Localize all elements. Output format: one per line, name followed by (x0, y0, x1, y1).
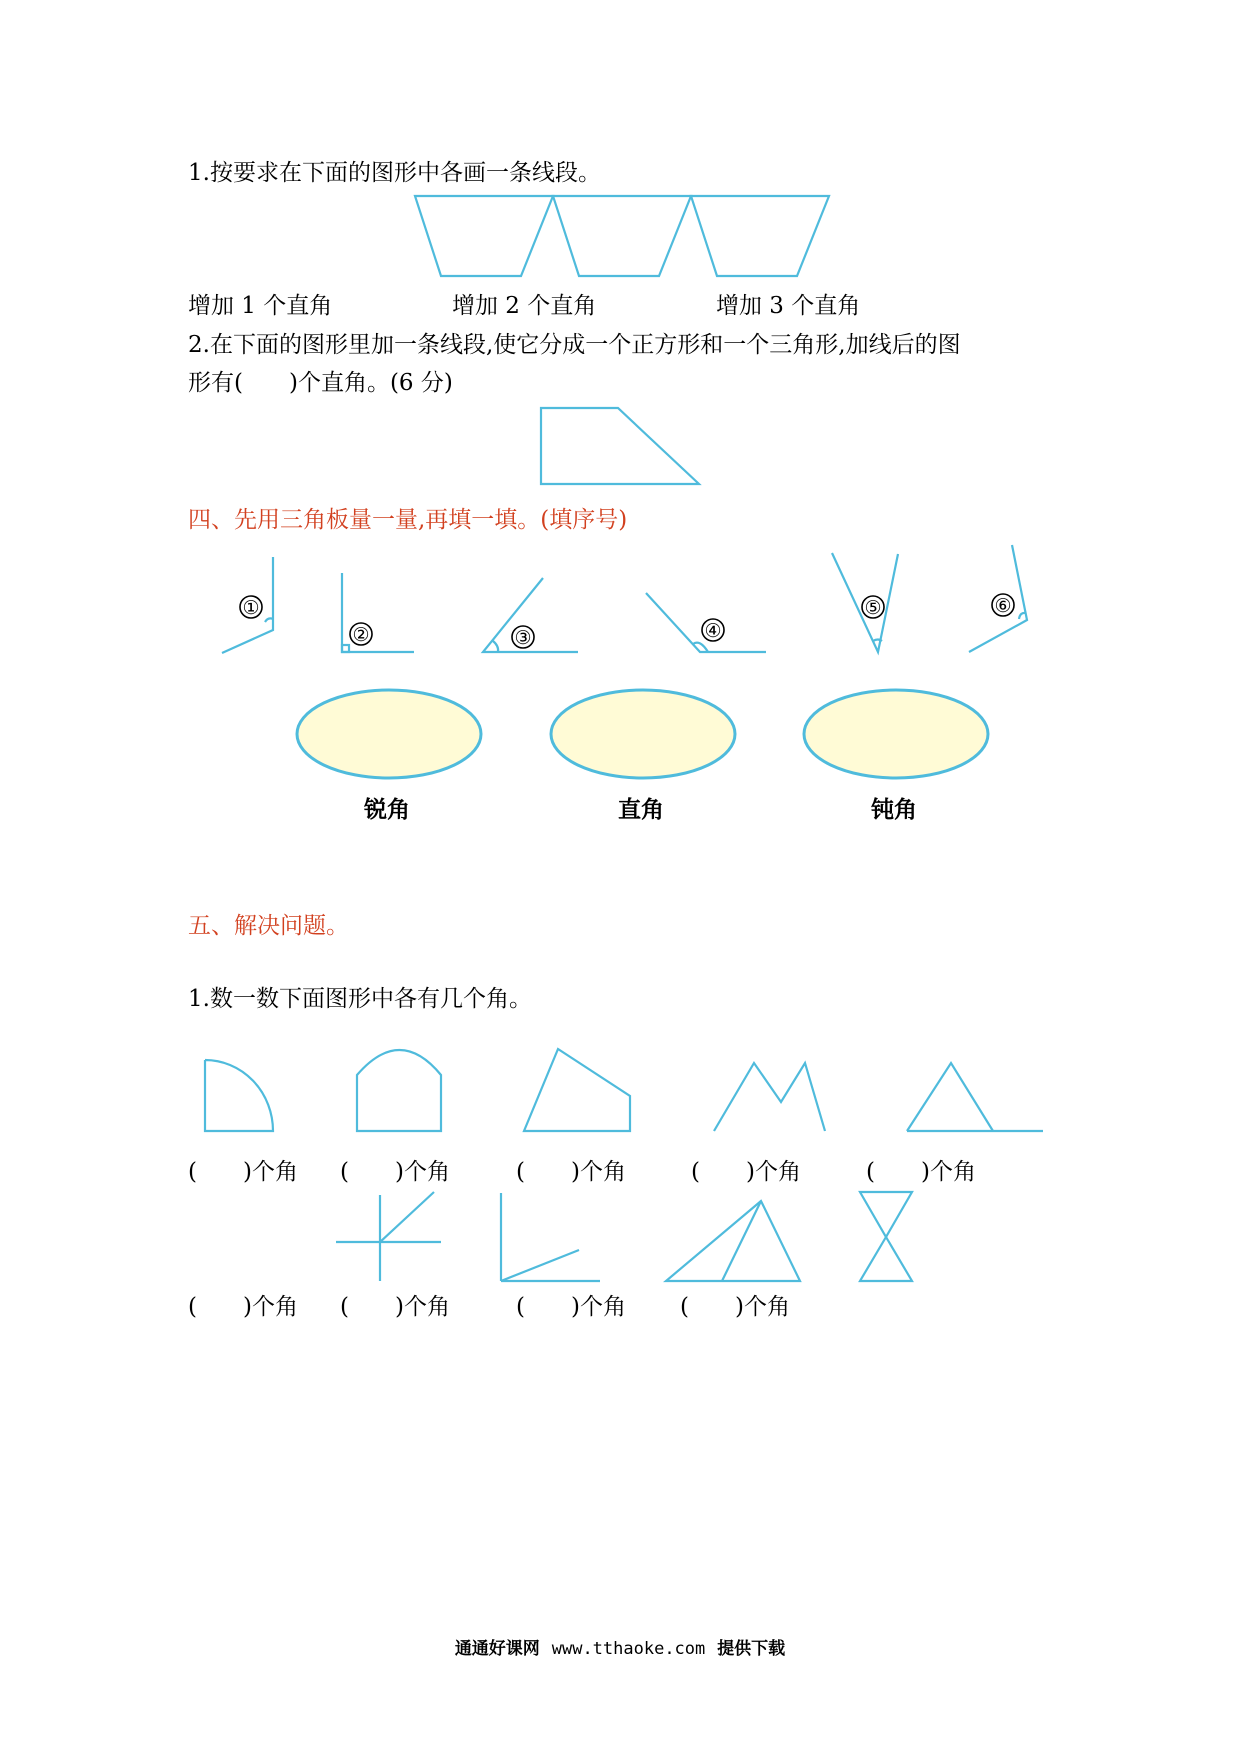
q2-line2: 形有( )个直角。(6 分) (188, 370, 453, 396)
ellipse-obtuse (804, 690, 988, 778)
answer-blank: ( )个角 (188, 1159, 298, 1185)
section4-heading: 四、先用三角板量一量,再填一填。(填序号) (188, 507, 628, 533)
category-right-label: 直角 (618, 797, 664, 823)
q5-prompt: 1.数一数下面图形中各有几个角。 (188, 986, 532, 1012)
q1-label-2: 增加 2 个直角 (452, 293, 597, 319)
svg-text:①: ① (242, 597, 260, 619)
trapezoid-3 (691, 196, 829, 276)
shape-hourglass (860, 1192, 912, 1281)
shape-two-rays (501, 1193, 600, 1281)
answer-blank: ( )个角 (340, 1159, 450, 1185)
shape-triangle-extended (907, 1063, 1043, 1131)
footer-suffix: 提供下载 (717, 1639, 786, 1659)
marker-1 (240, 596, 262, 619)
marker-5 (862, 596, 884, 619)
trapezoid-1 (415, 196, 553, 276)
footer (0, 1634, 1240, 1659)
answer-blank: ( )个角 (516, 1294, 626, 1320)
svg-text:④: ④ (704, 620, 722, 642)
trapezoid-2 (553, 196, 691, 276)
answer-blank: ( )个角 (340, 1294, 450, 1320)
marker-2 (350, 623, 372, 646)
right-trapezoid (541, 408, 699, 484)
shape-crossed-lines (336, 1192, 441, 1281)
marker-4 (702, 619, 724, 642)
svg-text:⑥: ⑥ (994, 595, 1012, 617)
q1-prompt: 1.按要求在下面的图形中各画一条线段。 (188, 160, 601, 186)
q1-label-1: 增加 1 个直角 (188, 293, 333, 319)
marker-3 (512, 626, 534, 649)
footer-url[interactable]: www.tthaoke.com (551, 1639, 706, 1659)
marker-6 (992, 594, 1014, 617)
shape-zigzag (714, 1063, 825, 1131)
answer-blank: ( )个角 (188, 1294, 298, 1320)
shape-pentagon (524, 1049, 630, 1131)
footer-site-name: 通通好课网 (454, 1639, 540, 1659)
svg-text:②: ② (352, 624, 370, 646)
ellipse-acute (297, 690, 481, 778)
category-acute-label: 锐角 (364, 797, 410, 823)
answer-blank: ( )个角 (516, 1159, 626, 1185)
shape-arch (357, 1050, 441, 1131)
q2-line1: 2.在下面的图形里加一条线段,使它分成一个正方形和一个三角形,加线后的图 (188, 332, 961, 358)
section5-heading: 五、解决问题。 (188, 913, 349, 939)
answer-blank: ( )个角 (680, 1294, 790, 1320)
shape-quarter-circle (205, 1060, 273, 1131)
answer-blank: ( )个角 (866, 1159, 976, 1185)
answer-blank: ( )个角 (691, 1159, 801, 1185)
shape-split-triangle (666, 1201, 800, 1281)
q1-label-3: 增加 3 个直角 (716, 293, 861, 319)
category-obtuse-label: 钝角 (871, 797, 917, 823)
ellipse-right (551, 690, 735, 778)
svg-text:③: ③ (514, 627, 532, 649)
svg-text:⑤: ⑤ (864, 597, 882, 619)
